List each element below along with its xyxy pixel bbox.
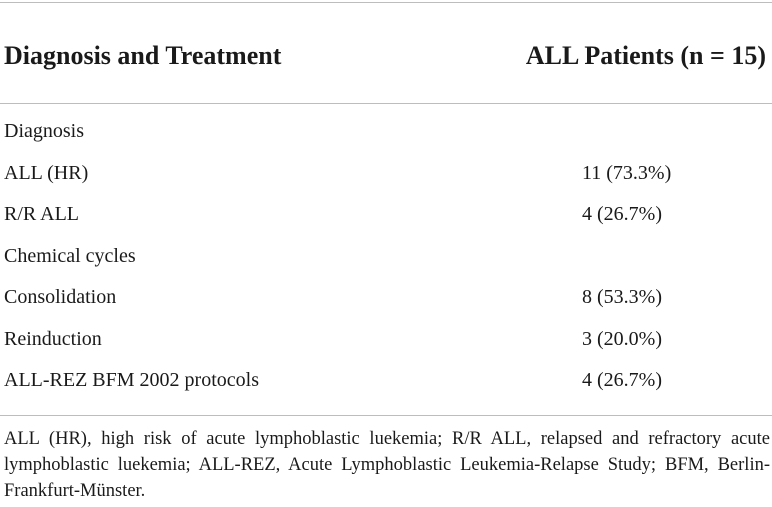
column-header-all-patients: ALL Patients (n = 15) — [525, 41, 766, 70]
table-row-all-rez-bfm — [0, 359, 772, 401]
table-bottom-rule — [0, 415, 772, 416]
row-value: 8 (53.3%) — [582, 286, 662, 308]
row-label: R/R ALL — [4, 203, 80, 225]
row-value: 3 (20.0%) — [582, 327, 662, 350]
row-value: 11 (73.3%) — [582, 161, 672, 184]
row-value: 4 (26.7%) — [582, 203, 662, 225]
table-row-chemical-cycles — [0, 235, 772, 277]
table-header-rule — [0, 103, 772, 104]
table-body — [0, 110, 772, 401]
table-row-diagnosis — [0, 110, 772, 152]
table-row-rr-all — [0, 193, 772, 235]
row-value: 4 (26.7%) — [582, 369, 662, 391]
row-label: Chemical cycles — [4, 244, 136, 267]
row-label: Diagnosis — [4, 120, 84, 142]
table-row-all-hr — [0, 152, 772, 194]
table-row-consolidation — [0, 276, 772, 318]
table-header-row — [0, 38, 772, 74]
row-label: ALL-REZ BFM 2002 protocols — [4, 369, 259, 391]
table-footnote: ALL (HR), high risk of acute lymphoblastic luekemia; R/R ALL, relapsed and refractory acute lymphoblastic luekemia; ALL-REZ, Acute Lymphoblastic Leukemia-Relapse Study; BFM, Berlin-Frankfurt-Münster. — [4, 429, 770, 501]
row-label: Reinduction — [4, 327, 102, 350]
table-top-rule — [0, 2, 772, 3]
table-row-reinduction — [0, 318, 772, 360]
row-label: ALL (HR) — [4, 161, 89, 184]
row-label: Consolidation — [4, 286, 117, 308]
column-header-diagnosis-treatment: Diagnosis and Treatment — [4, 41, 282, 70]
